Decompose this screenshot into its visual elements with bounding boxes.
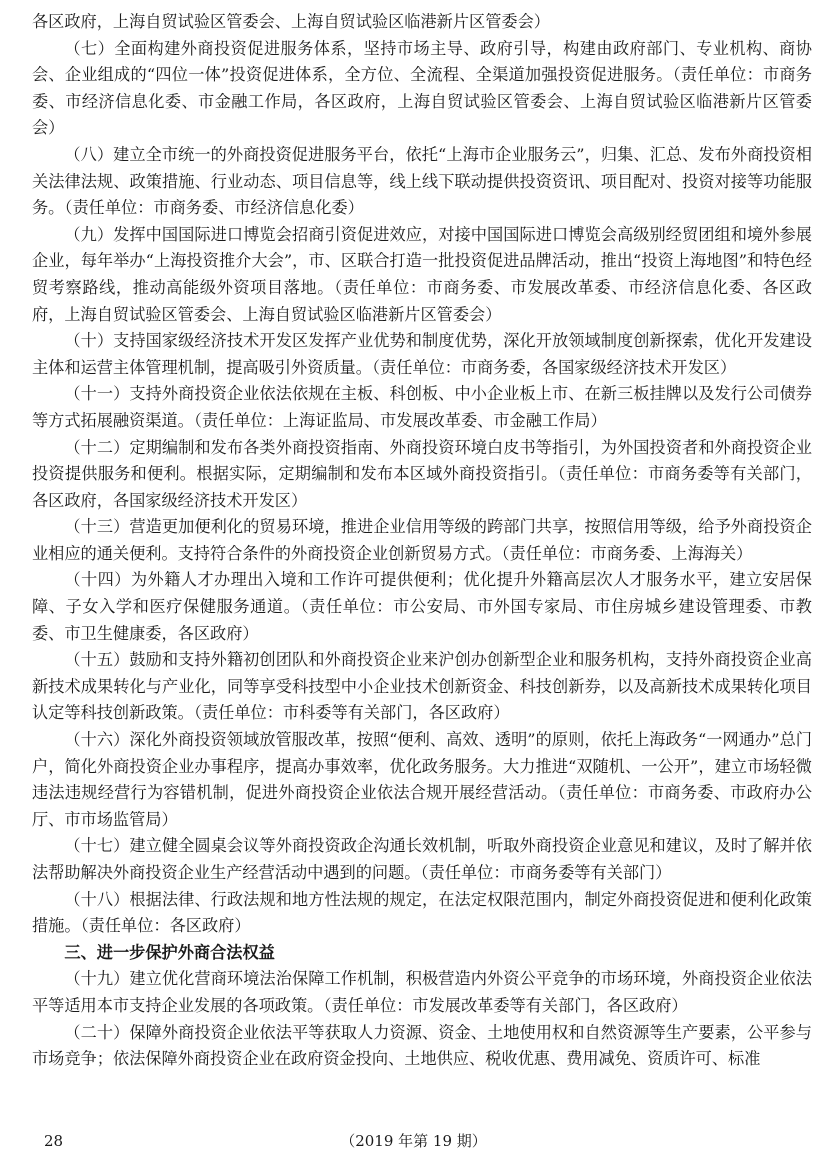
paragraph: （九）发挥中国国际进口博览会招商引资促进效应，对接中国国际进口博览会高级别经贸团组和境外参展企业，每年举办“上海投资推介大会”，市、区联合打造一批投资促进品牌活动，推出“投资上海地图”和特色经贸考察路线，推动高能级外资项目落地。（责任单位：市商务委、市发展改革委、市经济信息化委、各区政府，上海自贸试验区管委会、上海自贸试验区临港新片区管委会） (32, 224, 812, 324)
paragraph: （十）支持国家级经济技术开发区发挥产业优势和制度优势，深化开放领域制度创新探索，优化开发建设主体和运营主体管理机制，提高吸引外资质量。（责任单位：市商务委，各国家级经济技术开发区） (32, 331, 812, 377)
issue-label: （2019 年第 19 期） (340, 1132, 487, 1150)
paragraph: （十七）建立健全圆桌会议等外商投资政企沟通长效机制，听取外商投资企业意见和建议，及时了解并依法帮助解决外商投资企业生产经营活动中遇到的问题。（责任单位：市商务委等有关部门） (32, 836, 812, 882)
paragraph: （十二）定期编制和发布各类外商投资指南、外商投资环境白皮书等指引，为外国投资者和外商投资企业投资提供服务和便利。根据实际，定期编制和发布本区域外商投资指引。（责任单位：市商务委等有关部门，各区政府，各国家级经济技术开发区） (32, 437, 812, 510)
paragraph: （十五）鼓励和支持外籍初创团队和外商投资企业来沪创办创新型企业和服务机构，支持外商投资企业高新技术成果转化与产业化，同等享受科技型中小企业技术创新资金、科技创新券，以及高新技术成果转化项目认定等科技创新政策。（责任单位：市科委等有关部门，各区政府） (32, 650, 812, 723)
paragraph: （十九）建立优化营商环境法治保障工作机制，积极营造内外资公平竞争的市场环境，外商投资企业依法平等适用本市支持企业发展的各项政策。（责任单位：市发展改革委等有关部门，各区政府） (32, 969, 812, 1015)
page-number: 28 (44, 1132, 64, 1150)
paragraph: 各区政府，上海自贸试验区管委会、上海自贸试验区临港新片区管委会） (32, 12, 550, 31)
paragraph: （十六）深化外商投资领域放管服改革，按照“便利、高效、透明”的原则，依托上海政务“一网通办”总门户，简化外商投资企业办事程序，提高办事效率，优化政务服务。大力推进“双随机、一公开”，建立市场轻微违法违规经营行为容错机制，促进外商投资企业依法合规开展经营活动。（责任单位：市商务委、市政府办公厅、市市场监管局） (32, 730, 812, 829)
section-heading: 三、进一步保护外商合法权益 (64, 942, 275, 962)
paragraph: （十四）为外籍人才办理出入境和工作许可提供便利；优化提升外籍高层次人才服务水平，建立安居保障、子女入学和医疗保健服务通道。（责任单位：市公安局、市外国专家局、市住房城乡建设管理委、市教委、市卫生健康委，各区政府） (32, 570, 812, 643)
document-body (32, 9, 812, 1073)
paragraph: （二十）保障外商投资企业依法平等获取人力资源、资金、土地使用权和自然资源等生产要素，公平参与市场竞争；依法保障外商投资企业在政府资金投向、土地供应、税收优惠、费用减免、资质许可、标准 (32, 1022, 812, 1069)
paragraph: （十一）支持外商投资企业依法依规在主板、科创板、中小企业板上市、在新三板挂牌以及发行公司债券等方式拓展融资渠道。（责任单位：上海证监局、市发展改革委、市金融工作局） (32, 384, 812, 430)
paragraph: （十八）根据法律、行政法规和地方性法规的规定，在法定权限范围内，制定外商投资促进和便利化政策措施。（责任单位：各区政府） (32, 889, 812, 936)
paragraph: （七）全面构建外商投资促进服务体系，坚持市场主导、政府引导，构建由政府部门、专业机构、商协会、企业组成的“四位一体”投资促进体系，全方位、全流程、全渠道加强投资促进服务。（责任单位：市商务委、市经济信息化委、市金融工作局，各区政府，上海自贸试验区管委会、上海自贸试验区临港新片区管委会） (32, 38, 812, 138)
paragraph: （八）建立全市统一的外商投资促进服务平台，依托“上海市企业服务云”，归集、汇总、发布外商投资相关法律法规、政策措施、行业动态、项目信息等，线上线下联动提供投资资讯、项目配对、投资对接等功能服务。（责任单位：市商务委、市经济信息化委） (32, 144, 812, 218)
paragraph: （十三）营造更加便利化的贸易环境，推进企业信用等级的跨部门共享，按照信用等级，给予外商投资企业相应的通关便利。支持符合条件的外商投资企业创新贸易方式。（责任单位：市商务委、上海海关） (32, 517, 812, 563)
